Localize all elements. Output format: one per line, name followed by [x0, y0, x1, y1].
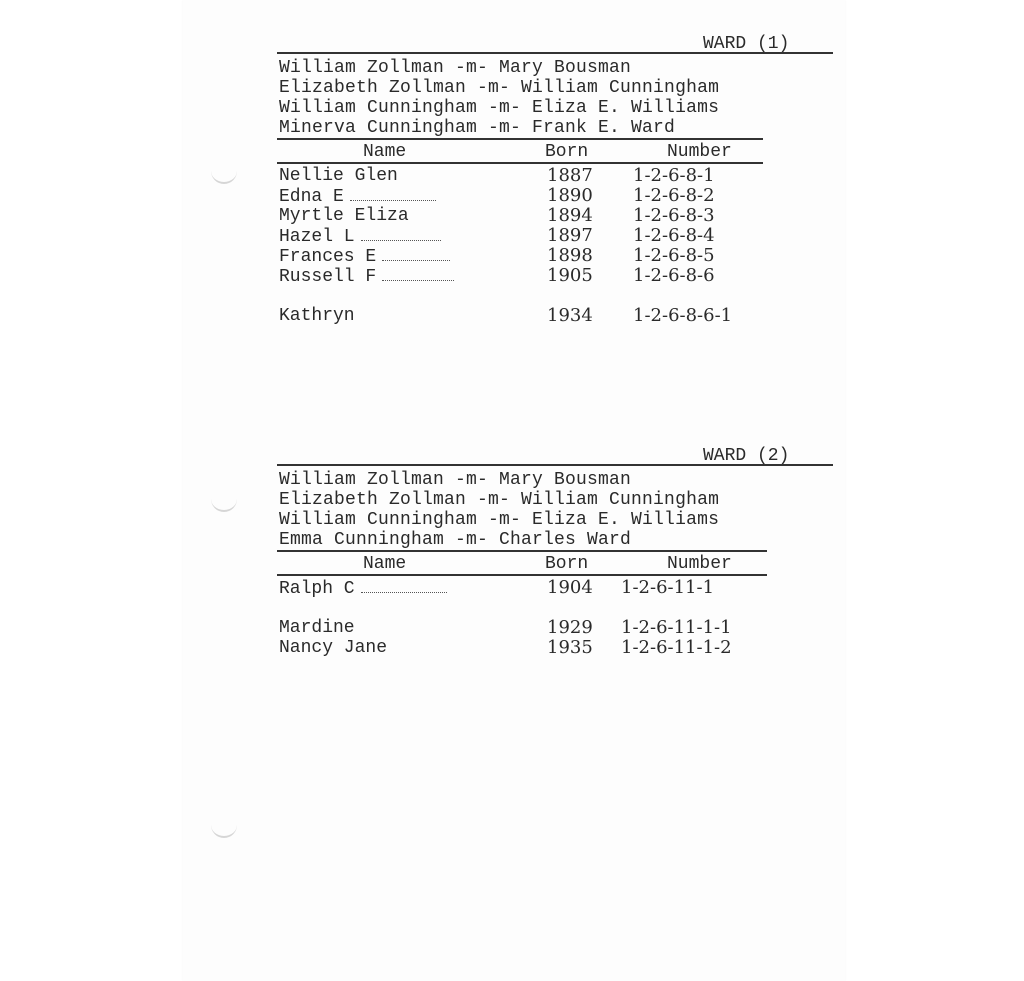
table-row — [279, 186, 779, 206]
lineage-number: 1-2-6-11-1 — [621, 577, 715, 598]
blank-line — [382, 266, 454, 281]
column-header-number: Number — [667, 554, 732, 574]
birth-year: 1894 — [547, 205, 593, 226]
top-rule — [277, 52, 833, 54]
table-row — [279, 246, 779, 266]
lineage-number: 1-2-6-8-5 — [633, 245, 715, 266]
lineage-line: Elizabeth Zollman -m- William Cunningham — [279, 78, 720, 98]
table-row — [279, 166, 779, 186]
lineage-number: 1-2-6-8-6 — [633, 265, 715, 286]
child-name: Kathryn — [279, 306, 355, 326]
child-name: Hazel L — [279, 227, 355, 247]
header-rule — [277, 138, 763, 140]
lineage-line: William Cunningham -m- Eliza E. Williams — [279, 510, 720, 530]
column-header-number: Number — [667, 142, 732, 162]
table-row — [279, 206, 779, 226]
header-rule — [277, 162, 763, 164]
table-row — [279, 638, 779, 658]
table-row — [279, 226, 779, 246]
birth-year: 1905 — [547, 265, 593, 286]
lineage-line: William Zollman -m- Mary Bousman — [279, 58, 632, 78]
lineage-line: William Zollman -m- Mary Bousman — [279, 470, 632, 490]
child-name: Russell F — [279, 267, 377, 287]
child-name: Mardine — [279, 618, 355, 638]
lineage-number: 1-2-6-8-6-1 — [633, 305, 733, 326]
child-name: Ralph C — [279, 579, 355, 599]
record-code: WARD (2) — [703, 446, 790, 466]
birth-year: 1898 — [547, 245, 593, 266]
table-row — [279, 266, 779, 286]
record-code: WARD (1) — [703, 34, 790, 54]
lineage-number: 1-2-6-8-4 — [633, 225, 715, 246]
birth-year: 1934 — [547, 305, 593, 326]
blank-line — [382, 246, 450, 261]
blank-line — [361, 578, 447, 593]
column-header-name: Name — [363, 554, 407, 574]
lineage-line: William Cunningham -m- Eliza E. Williams — [279, 98, 720, 118]
lineage-number: 1-2-6-8-3 — [633, 205, 715, 226]
table-row — [279, 306, 779, 326]
birth-year: 1897 — [547, 225, 593, 246]
lineage-number: 1-2-6-8-2 — [633, 185, 715, 206]
table-row — [279, 578, 779, 598]
birth-year: 1929 — [547, 617, 593, 638]
header-rule — [277, 550, 767, 552]
column-header-name: Name — [363, 142, 407, 162]
birth-year: 1887 — [547, 165, 593, 186]
lineage-number: 1-2-6-11-1-2 — [621, 637, 732, 658]
lineage-line: Emma Cunningham -m- Charles Ward — [279, 530, 632, 550]
blank-line — [350, 186, 436, 201]
header-rule — [277, 574, 767, 576]
blank-line — [361, 226, 441, 241]
table-row — [279, 618, 779, 638]
column-header-born: Born — [545, 554, 589, 574]
lineage-line: Elizabeth Zollman -m- William Cunningham — [279, 490, 720, 510]
top-rule — [277, 464, 833, 466]
child-name: Nellie Glen — [279, 166, 398, 186]
column-header-born: Born — [545, 142, 589, 162]
birth-year: 1890 — [547, 185, 593, 206]
lineage-number: 1-2-6-8-1 — [633, 165, 715, 186]
lineage-number: 1-2-6-11-1-1 — [621, 617, 732, 638]
child-name: Myrtle Eliza — [279, 206, 409, 226]
child-name: Frances E — [279, 247, 377, 267]
birth-year: 1904 — [547, 577, 593, 598]
child-name: Edna E — [279, 187, 344, 207]
birth-year: 1935 — [547, 637, 593, 658]
child-name: Nancy Jane — [279, 638, 388, 658]
lineage-line: Minerva Cunningham -m- Frank E. Ward — [279, 118, 676, 138]
